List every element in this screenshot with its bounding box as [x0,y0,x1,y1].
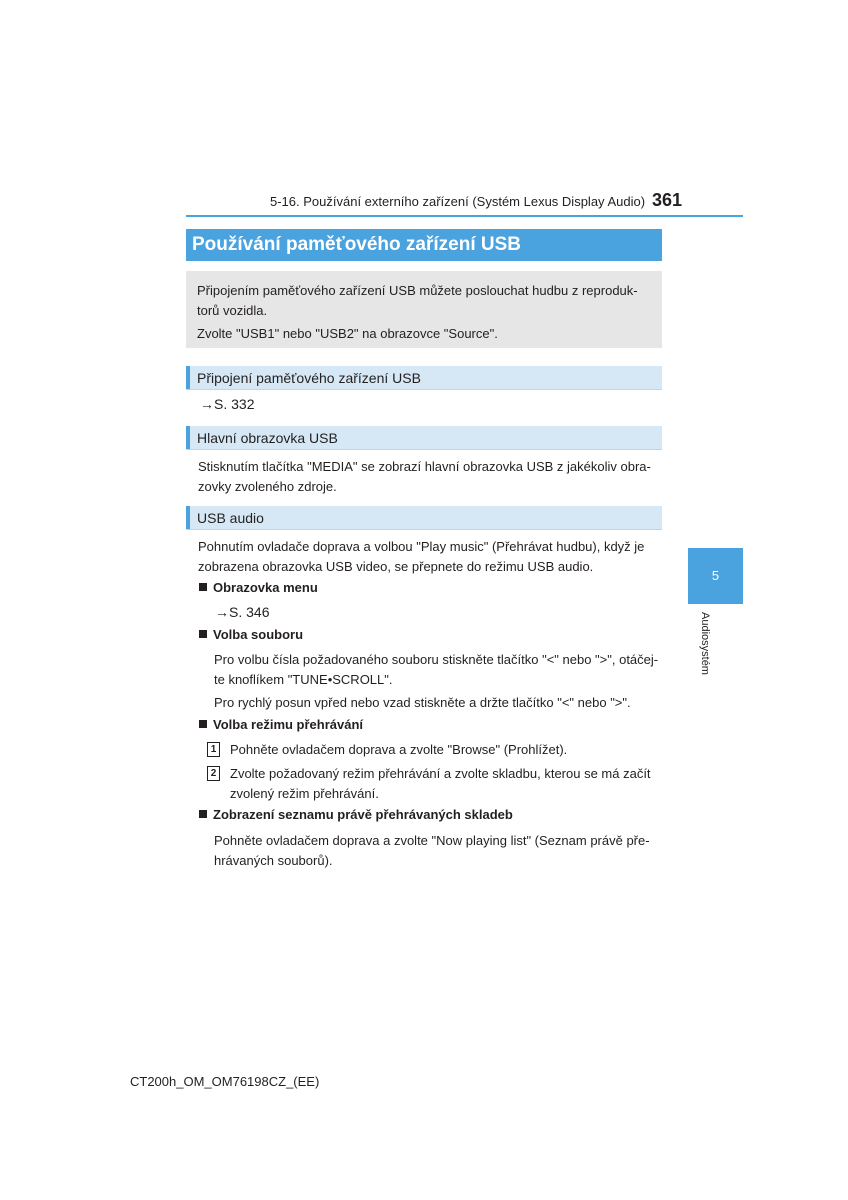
intro-instruction: Zvolte "USB1" nebo "USB2" na obrazovce "Source". [197,326,498,341]
menu-screen-heading: Obrazovka menu [199,580,318,595]
square-bullet-icon [199,720,207,728]
chapter-label: Audiosystém [699,612,711,675]
footer-code: CT200h_OM_OM76198CZ_(EE) [130,1074,320,1089]
file-select-text: Pro volbu čísla požadovaného souboru stiskněte tlačítko "<" nebo ">", otáčej-te knoflíkem "TUNE•SCROLL". [214,652,659,687]
square-bullet-icon [199,630,207,638]
menu-page-reference: →S. 346 [215,604,270,620]
page-number: 361 [652,190,683,210]
chapter-tab: 5 [688,548,743,604]
step-number-1: 1 [207,742,220,757]
header-title: 5-16. Používání externího zařízení (Systém Lexus Display Audio) [270,194,646,209]
file-select-heading: Volba souboru [199,627,303,642]
section-heading-main-screen: Hlavní obrazovka USB [186,426,662,450]
header-divider [186,215,743,217]
square-bullet-icon [199,583,207,591]
section-heading-usb-audio: USB audio [186,506,662,530]
main-screen-text: Stisknutím tlačítka "MEDIA" se zobrazí hlavní obrazovka USB z jakékoliv obra-zovky zvoleného zdroje. [198,459,651,494]
play-mode-heading: Volba režimu přehrávání [199,717,363,732]
connect-page-reference: →S. 332 [200,396,255,412]
step-2-text: Zvolte požadovaný režim přehrávání a zvolte skladbu, kterou se má začít zvolený režim přehrávání. [230,766,651,801]
step-number-2: 2 [207,766,220,781]
now-playing-heading: Zobrazení seznamu právě přehrávaných skladeb [199,807,513,822]
step-1-text: Pohněte ovladačem doprava a zvolte "Browse" (Prohlížet). [230,742,568,757]
page-title: Používání paměťového zařízení USB [186,229,662,261]
intro-box [186,271,662,348]
usb-audio-text: Pohnutím ovladače doprava a volbou "Play music" (Přehrávat hudbu), když je zobrazena obrazovka USB video, se přepnete do režimu USB audio. [198,539,645,574]
now-playing-text: Pohněte ovladačem doprava a zvolte "Now playing list" (Seznam právě pře-hrávaných souborů). [214,833,650,868]
intro-paragraph: Připojením paměťového zařízení USB můžete poslouchat hudbu z reproduk-torů vozidla. [197,283,638,318]
section-heading-connect: Připojení paměťového zařízení USB [186,366,662,390]
fast-forward-text: Pro rychlý posun vpřed nebo vzad stiskněte a držte tlačítko "<" nebo ">". [214,695,631,710]
square-bullet-icon [199,810,207,818]
